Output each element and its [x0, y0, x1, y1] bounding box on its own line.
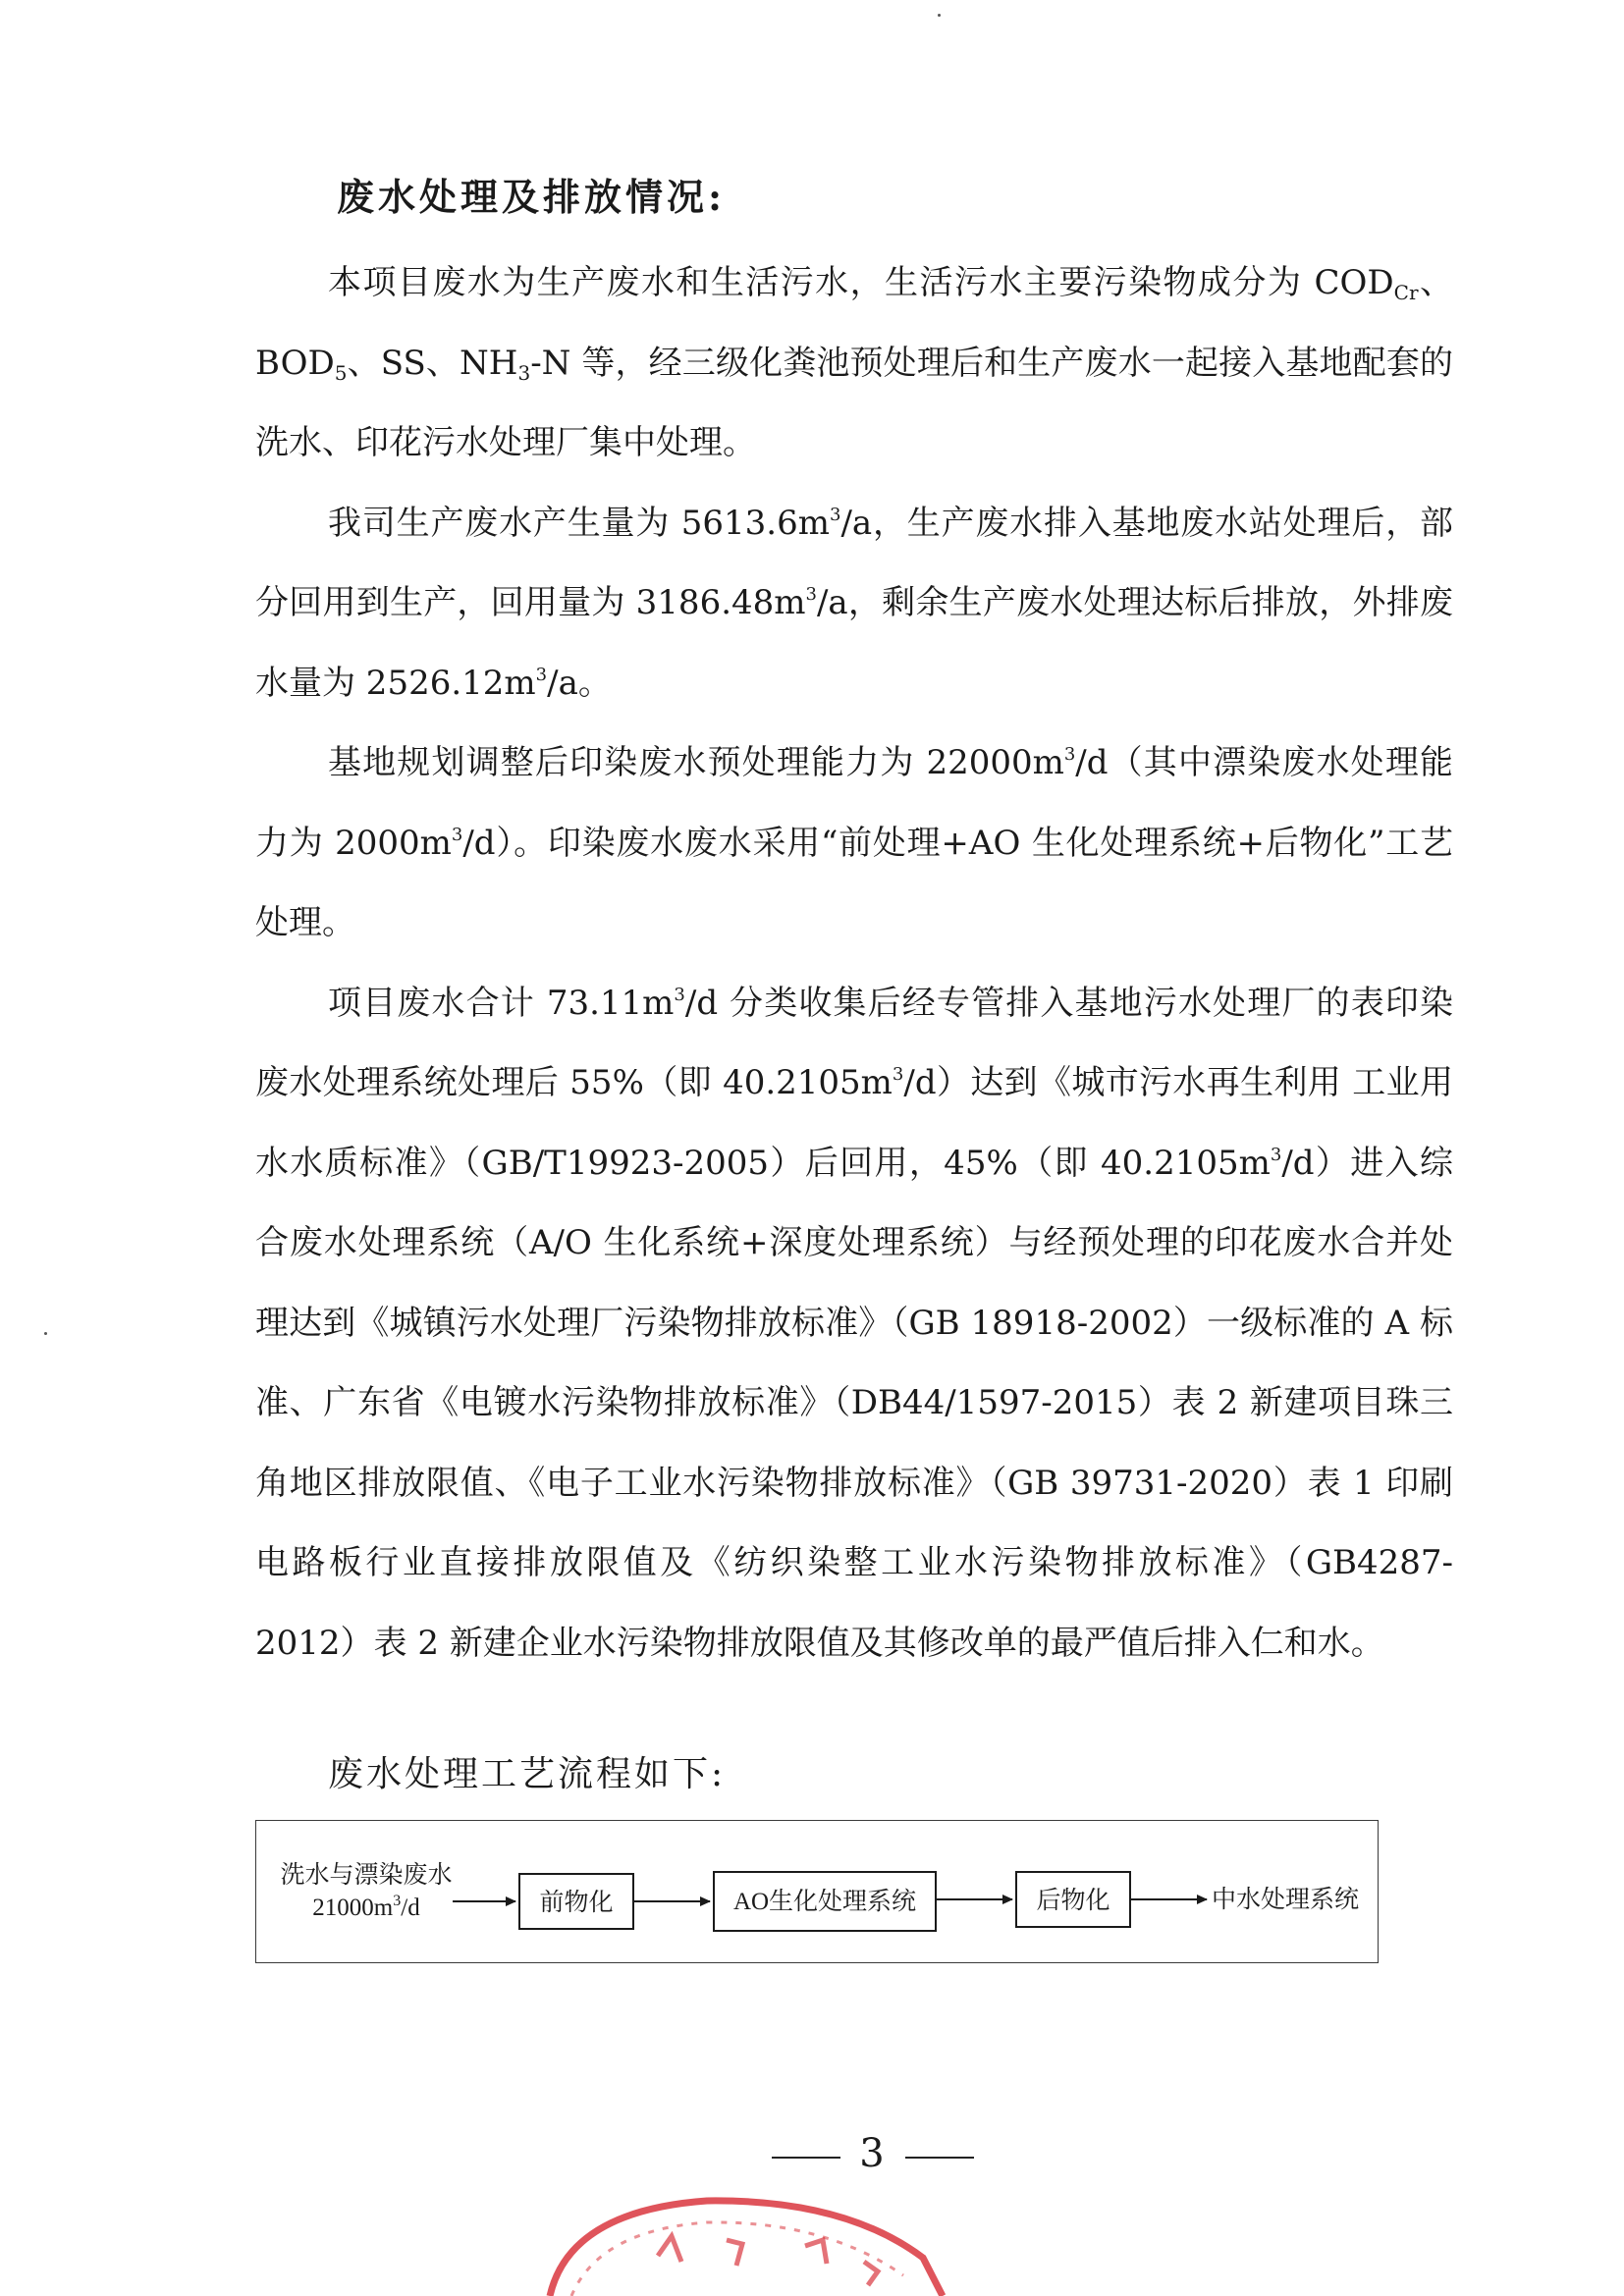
step-post-treatment-label: 后物化	[1036, 1888, 1110, 1914]
flow-destination-label: 中水处理系统	[1212, 1887, 1360, 1913]
process-flowchart	[255, 1820, 1379, 1963]
p2-text-b: /a，生产废水排入基地废水站处理后，部分回用到生产，回用量为 3186.48m	[255, 503, 1454, 622]
paragraph-production-wastewater	[255, 484, 1453, 724]
company-seal-fragment	[511, 2189, 1001, 2296]
p4-text-a: 项目废水合计 73.11m	[328, 983, 675, 1023]
flowchart-diagram	[256, 1821, 1380, 1964]
page-number: 3	[859, 2131, 885, 2176]
step-pre-treatment-label: 前物化	[539, 1890, 614, 1916]
page-number-dash-right	[905, 2157, 974, 2159]
p4-sup-b: 3	[892, 1064, 904, 1085]
p3-text-a: 基地规划调整后印染废水预处理能力为 22000m	[328, 743, 1064, 782]
step-ao-system-label: AO生化处理系统	[732, 1889, 917, 1915]
p1-sub-cr: Cr	[1393, 281, 1419, 304]
p3-sup-a: 3	[1063, 744, 1076, 765]
body-text	[255, 243, 1453, 1683]
p3-sup-b: 3	[451, 824, 463, 845]
scan-speck	[44, 1332, 47, 1335]
flowchart-caption: 废水处理工艺流程如下:	[328, 1754, 727, 1794]
paragraph-base-capacity	[255, 723, 1453, 964]
p1-text-c: 、SS、NH	[347, 343, 518, 383]
p2-text-a: 我司生产废水产生量为 5613.6m	[328, 503, 830, 543]
flow-source-volume-sup: 3	[393, 1893, 402, 1909]
p4-text-d: /d）进入综合废水处理系统（A/O 生化系统+深度处理系统）与经预处理的印花废水合并处理达到《城镇污水处理厂污染物排放标准》（GB 18918-2002）一级标准的 A 标准、广东省《电镀水污染物排放标准》（DB44/1597-2015）表 2 新建项目珠三角地区排放限值、《电子工业水污染物排放标准》（GB 39731-2020）表 1 印刷电路板行业直接排放限值及《纺织染整工业水污染物排放标准》（GB4287-2012）表 2 新建企业水污染物排放限值及其修改单的最严值后排入仁和水。	[255, 1143, 1453, 1663]
p1-sub-5: 5	[334, 360, 348, 385]
p4-sup-c: 3	[1270, 1144, 1282, 1165]
p2-text-d: /a。	[547, 663, 612, 703]
p1-sub-3: 3	[517, 360, 531, 385]
p2-sup-c: 3	[535, 664, 548, 685]
p2-text-c: /a，剩余生产废水处理达标后排放，外排废水量为 2526.12m	[255, 583, 1453, 703]
page-number-dash-left	[772, 2157, 840, 2159]
p3-text-c: /d）。印染废水废水采用“前处理+AO 生化处理系统+后物化”工艺处理。	[255, 823, 1453, 942]
flow-source-volume-unit: /d	[401, 1895, 420, 1921]
flow-source-label-line1: 洗水与漂染废水	[280, 1862, 453, 1889]
paragraph-wastewater-sources	[255, 243, 1453, 484]
p1-text-d: -N 等，经三级化粪池预处理后和生产废水一起接入基地配套的洗水、印花污水处理厂集中处理。	[255, 343, 1453, 462]
section-heading: 废水处理及排放情况:	[337, 175, 727, 219]
p1-text-a: 本项目废水为生产废水和生活污水，生活污水主要污染物成分为 COD	[328, 263, 1394, 302]
p4-sup-a: 3	[674, 984, 685, 1005]
p4-text-b: /d 分类收集后经专管排入基地污水处理厂的表印染废水处理系统处理后 55%（即 40.2105m	[255, 983, 1453, 1102]
p2-sup-a: 3	[829, 504, 841, 525]
p1-text-b: 、BOD	[255, 263, 1453, 383]
paragraph-discharge-standards	[255, 964, 1453, 1684]
p2-sup-b: 3	[805, 584, 817, 605]
flow-source-volume: 21000m	[312, 1895, 394, 1921]
p3-text-b: /d（其中漂染废水处理能力为 2000m	[255, 743, 1453, 863]
scan-speck	[938, 14, 941, 17]
flow-source-label-line2	[312, 1893, 420, 1921]
p4-text-c: /d）达到《城市污水再生利用 工业用水水质标准》（GB/T19923-2005）后回用，45%（即 40.2105m	[255, 1063, 1453, 1183]
